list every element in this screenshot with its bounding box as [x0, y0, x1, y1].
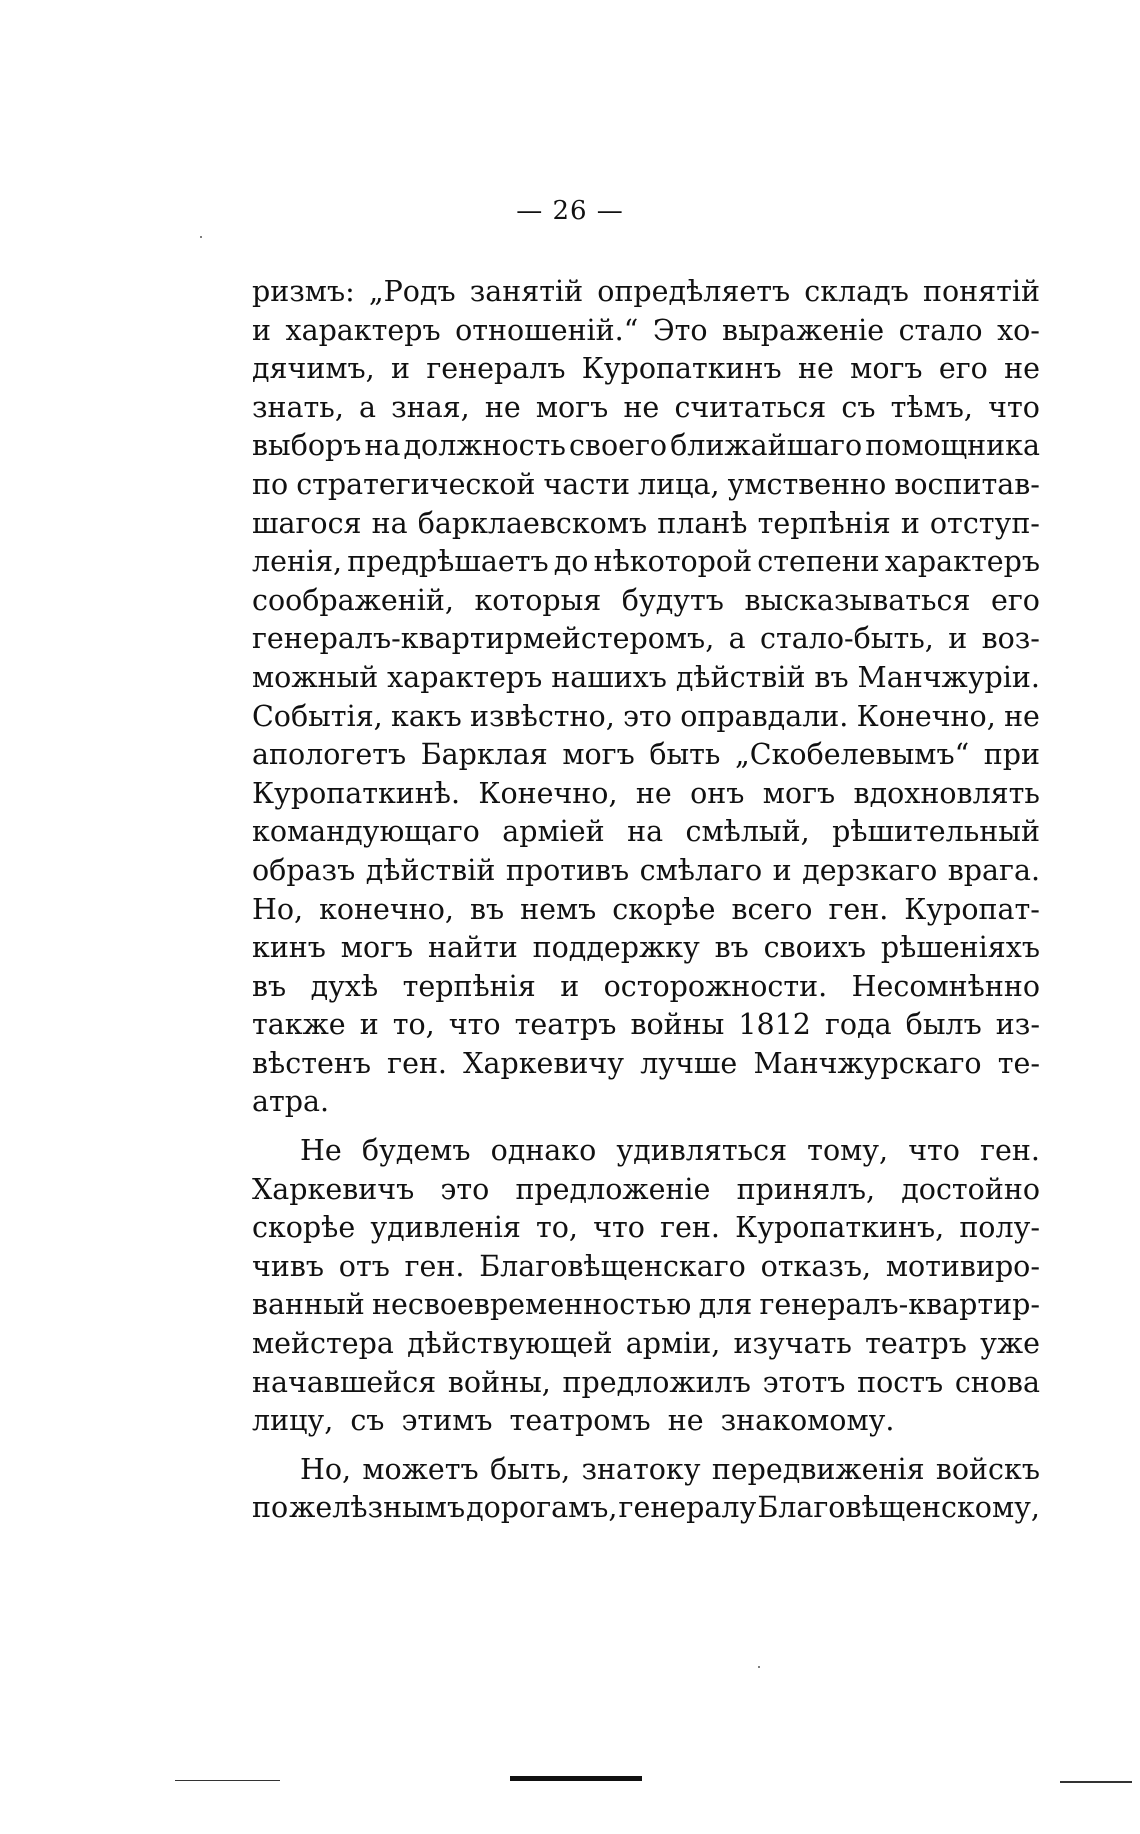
text-line: можный характеръ нашихъ дѣйствій въ Манчжуріи.: [252, 660, 1040, 694]
text-line: вѣстенъ ген. Харкевичу лучше Манчжурскаго те-: [252, 1046, 1040, 1080]
text-line: лицу, съ этимъ театромъ не знакомому.: [252, 1404, 895, 1438]
bottom-rule-center: [510, 1776, 642, 1781]
paragraph-3: [252, 1451, 1040, 1528]
text-line: ванный несвоевременностью для генералъ-квартир-: [252, 1288, 1040, 1322]
text-line: дячимъ, и генералъ Куропаткинъ не могъ его не: [252, 352, 1040, 386]
text-line: также и то, что театръ войны 1812 года былъ из-: [252, 1008, 1040, 1042]
text-line: знать, а зная, не могъ не считаться съ тѣмъ, что: [252, 390, 1040, 424]
text-line: Событія, какъ извѣстно, это оправдали. Конечно, не: [252, 699, 1040, 733]
text-line: кинъ могъ найти поддержку въ своихъ рѣшеніяхъ: [252, 931, 1040, 965]
text-line: Харкевичъ это предложеніе принялъ, достойно: [252, 1172, 1040, 1206]
text-line: ленія, предрѣшаетъ до нѣкоторой степени характеръ: [252, 545, 1040, 579]
scan-speck: [200, 236, 202, 238]
text-line: апологетъ Барклая могъ быть „Скобелевымъ“ при: [252, 738, 1040, 772]
text-line: соображеній, которыя будутъ высказываться его: [252, 583, 1040, 617]
text-line: выборъ на должность своего ближайшаго помощника: [252, 429, 1040, 463]
text-line: командующаго арміей на смѣлый, рѣшительный: [252, 815, 1040, 849]
text-line: ризмъ: „Родъ занятій опредѣляетъ складъ понятій: [252, 275, 1040, 308]
text-line: мейстера дѣйствующей арміи, изучать театръ уже: [252, 1327, 1040, 1361]
text-line: по стратегической части лица, умственно воспитав-: [252, 467, 1040, 501]
body-text: [252, 273, 1040, 1528]
text-line: атра.: [252, 1085, 330, 1119]
bottom-rule-left: [175, 1780, 280, 1781]
text-line: шагося на барклаевскомъ планѣ терпѣнія и отступ-: [252, 506, 1040, 540]
text-line: Но, можетъ быть, знатоку передвиженія войскъ: [300, 1452, 1040, 1486]
text-line: образъ дѣйствій противъ смѣлаго и дерзкаго врага.: [252, 853, 1040, 887]
paragraph-1: [252, 273, 1040, 1122]
scan-speck: [758, 1666, 760, 1668]
text-line: въ духѣ терпѣнія и осторожности. Несомнѣнно: [252, 969, 1040, 1003]
text-line: и характеръ отношеній.“ Это выраженіе стало хо-: [252, 313, 1040, 347]
text-line: чивъ отъ ген. Благовѣщенскаго отказъ, мотивиро-: [252, 1249, 1040, 1283]
text-line: Но, конечно, въ немъ скорѣе всего ген. Куропат-: [252, 892, 1040, 926]
text-line: генералъ-квартирмейстеромъ, а стало-быть, и воз-: [252, 622, 1040, 656]
paragraph-2: [252, 1132, 1040, 1441]
text-line: скорѣе удивленія то, что ген. Куропаткинъ, полу-: [252, 1211, 1040, 1245]
text-line: начавшейся войны, предложилъ этотъ постъ снова: [252, 1365, 1040, 1399]
text-line: по желѣзнымъ дорогамъ, генералу Благовѣщенскому,: [252, 1491, 1040, 1525]
text-line: Не будемъ однако удивляться тому, что ген.: [300, 1134, 1040, 1168]
bottom-rule-right: [1060, 1781, 1132, 1783]
text-line: Куропаткинѣ. Конечно, не онъ могъ вдохновлять: [252, 776, 1040, 810]
page-number: — 26 —: [516, 196, 624, 226]
